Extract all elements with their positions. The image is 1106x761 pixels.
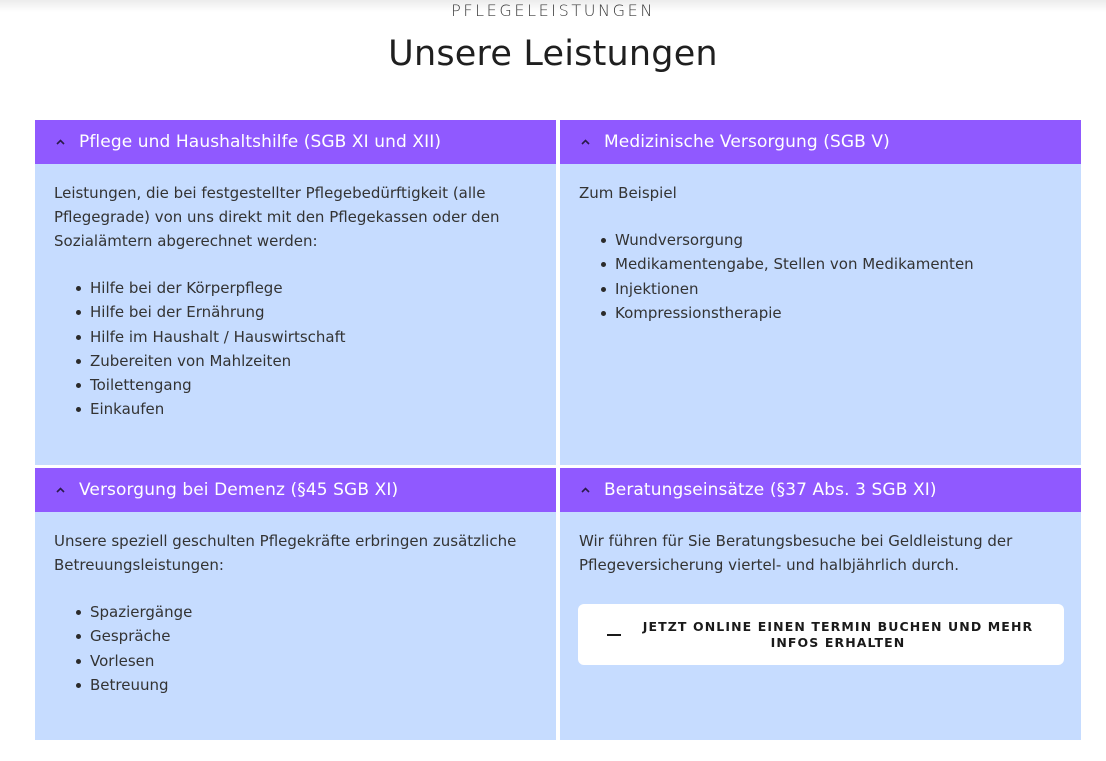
panel-intro: Wir führen für Sie Beratungsbesuche bei Geldleistung der Pflegeversicherung viertel- und halbjährlich durch. <box>579 532 1013 574</box>
list-item: Injektionen <box>601 277 1062 301</box>
accordion-header-beratung[interactable] <box>560 468 1081 512</box>
dash-icon <box>607 634 621 636</box>
accordion-header-pflege[interactable] <box>35 120 556 164</box>
accordion-title: Beratungseinsätze (§37 Abs. 3 SGB XI) <box>604 480 937 500</box>
service-list <box>579 228 1062 325</box>
section-eyebrow: PFLEGELEISTUNGEN <box>451 1 655 20</box>
accordion-panel-demenz <box>35 468 556 740</box>
list-item: Einkaufen <box>76 397 537 421</box>
list-item: Spaziergänge <box>76 600 537 624</box>
chevron-up-icon <box>55 485 65 495</box>
list-item: Hilfe bei der Körperpflege <box>76 276 537 300</box>
list-item: Hilfe bei der Ernährung <box>76 300 537 324</box>
list-item: Medikamentengabe, Stellen von Medikamenten <box>601 252 1062 276</box>
list-item: Toilettengang <box>76 373 537 397</box>
page-title: Unsere Leistungen <box>388 34 718 74</box>
accordion-title: Pflege und Haushaltshilfe (SGB XI und XII) <box>79 132 442 152</box>
accordion-title: Medizinische Versorgung (SGB V) <box>604 132 890 152</box>
chevron-up-icon <box>580 137 590 147</box>
list-item: Zubereiten von Mahlzeiten <box>76 349 537 373</box>
accordion-content <box>560 164 1081 325</box>
list-item: Gespräche <box>76 624 537 648</box>
service-list <box>54 600 537 697</box>
list-item: Vorlesen <box>76 649 537 673</box>
cta-label: JETZT ONLINE EINEN TERMIN BUCHEN UND MEHR INFOS ERHALTEN <box>642 618 1034 650</box>
accordion-panel-beratung <box>560 468 1081 740</box>
accordion-content <box>560 512 1081 577</box>
panel-intro: Zum Beispiel <box>579 184 677 202</box>
accordion-header-demenz[interactable] <box>35 468 556 512</box>
accordion-content <box>35 512 556 697</box>
list-item: Betreuung <box>76 673 537 697</box>
list-item: Hilfe im Haushalt / Hauswirtschaft <box>76 325 537 349</box>
accordion-panel-pflege <box>35 120 556 465</box>
panel-intro: Leistungen, die bei festgestellter Pflegebedürftigkeit (alle Pflegegrade) von uns direkt mit den Pflegekassen oder den Sozialämtern abgerechnet werden: <box>54 184 500 250</box>
chevron-up-icon <box>580 485 590 495</box>
list-item: Wundversorgung <box>601 228 1062 252</box>
accordion-panel-medizinisch <box>560 120 1081 465</box>
accordion-header-medizinisch[interactable] <box>560 120 1081 164</box>
panel-intro: Unsere speziell geschulten Pflegekräfte erbringen zusätzliche Betreuungsleistungen: <box>54 532 517 574</box>
accordion-content <box>35 164 556 422</box>
accordion-title: Versorgung bei Demenz (§45 SGB XI) <box>79 480 399 500</box>
chevron-up-icon <box>55 137 65 147</box>
book-appointment-button[interactable] <box>578 604 1064 665</box>
list-item: Kompressionstherapie <box>601 301 1062 325</box>
services-accordion-grid <box>35 120 1081 740</box>
service-list <box>54 276 537 422</box>
